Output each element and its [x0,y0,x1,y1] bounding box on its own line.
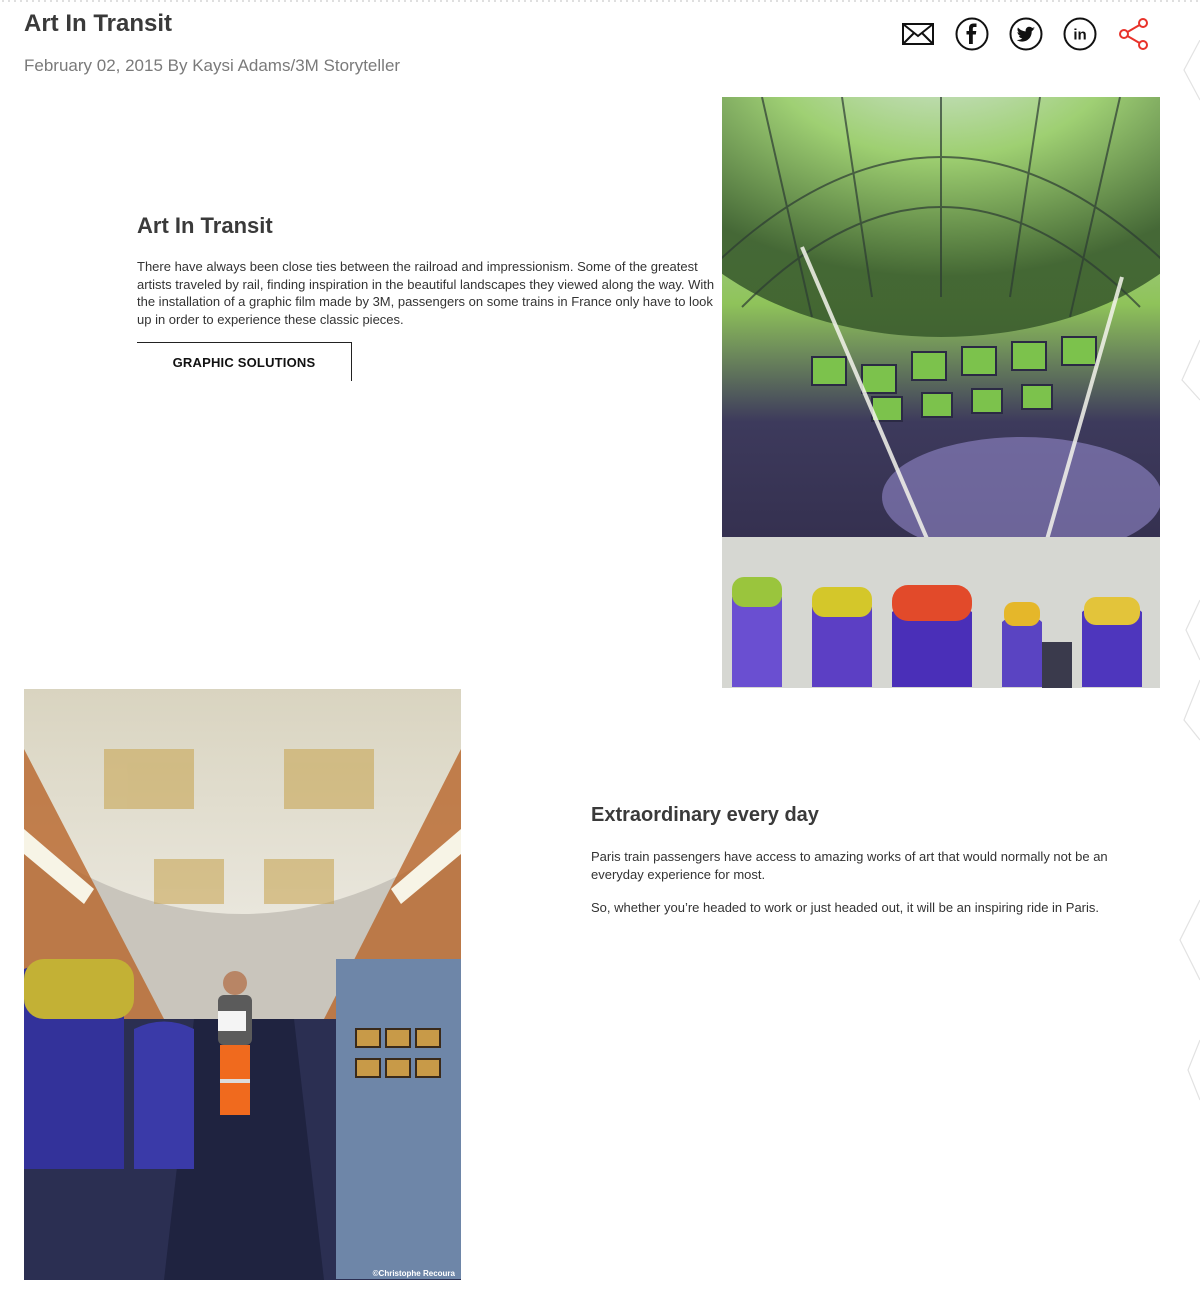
share-icon[interactable] [1116,16,1152,52]
graphic-solutions-button[interactable]: GRAPHIC SOLUTIONS [137,342,352,381]
photo-credit: ©Christophe Recoura [372,1269,455,1278]
svg-text:in: in [1073,26,1087,44]
email-icon[interactable] [900,16,936,52]
decorative-line-pattern [1166,40,1200,1290]
section-title-art-in-transit: Art In Transit [137,213,273,238]
facebook-icon[interactable] [954,16,990,52]
worker-installing-film-image [24,689,461,1280]
section-title-extraordinary: Extraordinary every day [591,804,819,826]
section2-paragraph-2: So, whether you’re headed to work or just headed out, it will be an inspiring ride in Paris. [591,900,1100,915]
section-body-text: There have always been close ties between the railroad and impressionism. Some of the greatest artists traveled by rail, finding inspiration in the beautiful landscapes they viewed along the way. With the installation of a graphic film made by 3M, passengers on some trains in France only have to look up in order to experience these classic pieces. [137,259,715,327]
section2-paragraph-1: Paris train passengers have access to amazing works of art that would normally not be an everyday experience for most. [591,849,1108,882]
top-dotted-border [0,0,1200,2]
share-bar [900,16,1152,52]
article-byline: February 02, 2015 By Kaysi Adams/3M Storyteller [24,56,401,75]
page-title: Art In Transit [24,10,173,37]
twitter-icon[interactable] [1008,16,1044,52]
linkedin-icon[interactable] [1062,16,1098,52]
train-ceiling-stained-glass-image [722,97,1160,688]
